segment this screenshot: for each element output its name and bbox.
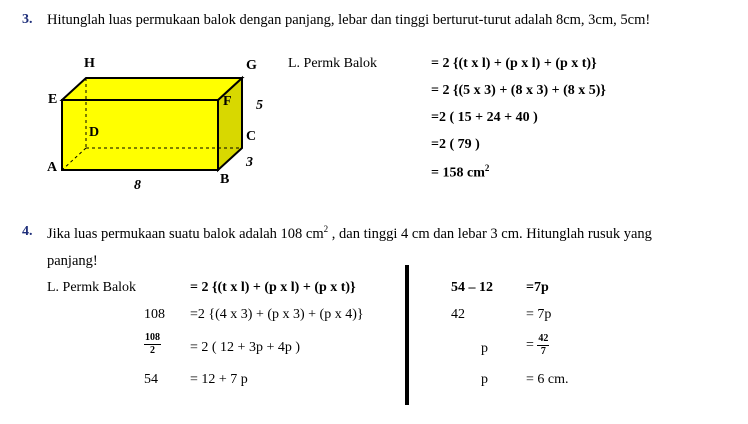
q4-text-sup: 2 bbox=[323, 224, 329, 234]
q4-right-row2-rhs: = 7p bbox=[526, 307, 552, 322]
dim-length: 8 bbox=[134, 178, 141, 193]
q3-step-1: = 2 {(t x l) + (p x l) + (p x t)} bbox=[431, 56, 597, 71]
q4-question-line2: panjang! bbox=[47, 253, 98, 269]
q4-left-row3-rhs: = 2 ( 12 + 3p + 4p ) bbox=[190, 340, 301, 355]
q3-question-text: Hitunglah luas permukaan balok dengan panjang, lebar dan tinggi berturut-turut adalah 8cm, 3cm, 5cm! bbox=[47, 12, 651, 28]
column-divider bbox=[405, 265, 409, 405]
vertex-b: B bbox=[220, 172, 230, 187]
q4-left-row2-rhs: =2 {(4 x 3) + (p x 3) + (p x 4)} bbox=[190, 307, 364, 322]
q3-step-3: =2 ( 15 + 24 + 40 ) bbox=[431, 110, 538, 125]
q4-right-row4-lhs: p bbox=[481, 372, 488, 387]
dim-width: 3 bbox=[246, 155, 253, 170]
vertex-c: C bbox=[246, 129, 257, 144]
q3-result: = 158 cm bbox=[431, 165, 485, 181]
vertex-h: H bbox=[84, 56, 95, 71]
q4-right-row1-lhs: 54 – 12 bbox=[451, 280, 493, 295]
q3-number: 3. bbox=[22, 12, 33, 27]
q4-right-row1-rhs: =7p bbox=[526, 280, 549, 295]
q4-left-row2-lhs: 108 bbox=[144, 307, 165, 322]
q4-right-row2-lhs: 42 bbox=[451, 307, 465, 322]
q4-left-row1-rhs: = 2 {(t x l) + (p x l) + (p x t)} bbox=[190, 280, 356, 295]
fraction-108-over-2: $\frac{108}{2}$ bbox=[145, 332, 160, 356]
vertex-d: D bbox=[89, 125, 100, 140]
q4-question-text bbox=[47, 224, 652, 243]
q3-step-2: = 2 {(5 x 3) + (8 x 3) + (8 x 5)} bbox=[431, 83, 606, 98]
vertex-a: A bbox=[47, 160, 58, 175]
q3-label: L. Permk Balok bbox=[288, 56, 378, 71]
q4-label: L. Permk Balok bbox=[47, 280, 137, 295]
q4-number: 4. bbox=[22, 224, 33, 239]
q4-right-row3-lhs: p bbox=[481, 341, 488, 356]
cuboid-front-face bbox=[62, 100, 218, 170]
vertex-f: F bbox=[223, 94, 232, 109]
q4-left-row4-lhs: 54 bbox=[144, 372, 158, 387]
q4-left-row3-lhs bbox=[144, 332, 161, 357]
cuboid-top-face bbox=[62, 78, 242, 100]
q4-text-a: Jika luas permukaan suatu balok adalah 108 cm bbox=[47, 225, 324, 242]
cuboid-figure bbox=[40, 50, 280, 195]
q4-right-row3-rhs: = $\frac{42}{7}$ bbox=[526, 333, 549, 357]
q4-text-b: , dan tinggi 4 cm dan lebar 3 cm. Hitunglah rusuk yang bbox=[328, 225, 652, 242]
q3-result-sup: 2 bbox=[484, 163, 490, 173]
vertex-g: G bbox=[246, 58, 257, 73]
vertex-e: E bbox=[48, 92, 58, 107]
q3-step-4: =2 ( 79 ) bbox=[431, 137, 480, 152]
q4-right-row4-rhs: = 6 cm. bbox=[526, 372, 569, 387]
fraction-42-over-7: $\frac{42}{7}$ bbox=[538, 333, 549, 357]
dim-height: 5 bbox=[256, 98, 263, 113]
q3-step-5 bbox=[431, 163, 489, 182]
q4-left-row4-rhs: = 12 + 7 p bbox=[190, 372, 248, 387]
